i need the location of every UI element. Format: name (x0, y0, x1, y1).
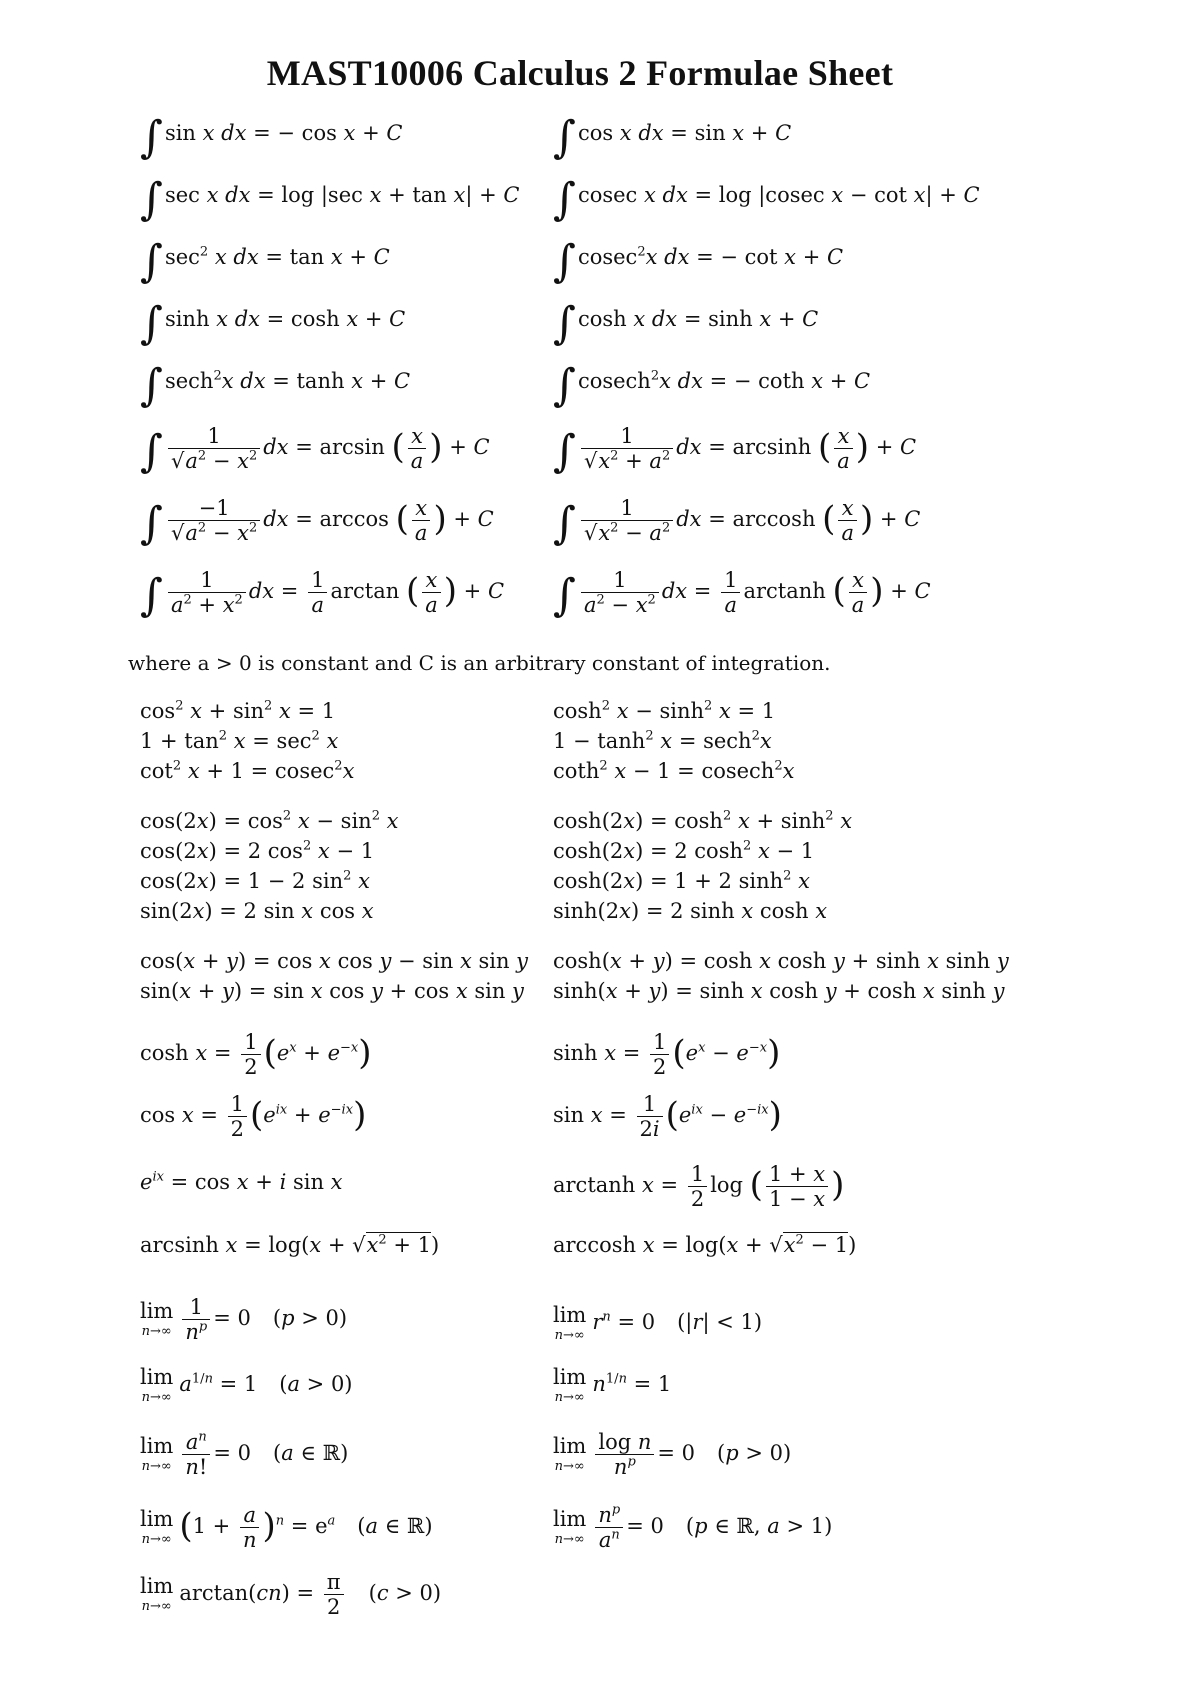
integral-cosech-squared: ∫cosech$^2$x dx = − coth x + C (553, 360, 871, 411)
integral-sec: ∫sec x dx = log |sec x + tan x| + C (140, 174, 520, 225)
integral-arccos: ∫ $\frac{-1}{√a^2 - x^2}$ dx = arccos ( $\frac{x}{a}$ ) + C (140, 496, 494, 550)
identity-cosh2x-b: cosh(2x) = 2 $\cosh^2 x - 1$ (553, 838, 815, 863)
identity-coth-cosech: coth$^2$ x − 1 = cosech$^2$x (553, 758, 795, 783)
integral-cosec: ∫cosec x dx = log |cosec x − cot x| + C (553, 174, 980, 225)
identity-cot-cosec: $\cot^2 x + 1 = cosec^2x$ (140, 758, 355, 783)
formula-arcsinh-log: arcsinh $x = \log(x + √x^2 + 1)$ (140, 1232, 440, 1257)
integral-arctanh: ∫ $\frac{1}{a^2 - x^2}$ dx = $\frac{1}{a}$ arctanh ( $\frac{x}{a}$ ) + C (553, 568, 931, 622)
identity-tanh-sech: $1 - \tanh^2 x = \sec h^2x$ (553, 728, 772, 753)
identity-sinh-sum: sinh(x + y) = sinh x cosh y + cosh x sinh y (553, 979, 1005, 1003)
integral-sin: ∫sin x dx = − cos x + C (140, 112, 403, 163)
formula-arctanh-log: arctanh x = $\frac{1}{2}$ log ( $\frac{1 + x}{1 - x}$ ) (553, 1162, 845, 1212)
limit-one-over-n-power: lim n→∞ $\frac{1}{n^p}$ = 0 (p > 0) (140, 1295, 348, 1345)
formula-sinh-exponential: sinh x = $\frac{1}{2}$ $(e^x - e^{-x})$ (553, 1030, 781, 1080)
integral-arcsin: ∫ $\frac{1}{√a^2 - x^2}$ dx = arcsin ( $\frac{x}{a}$ ) + C (140, 424, 490, 478)
limit-power-over-factorial: lim n→∞ $\frac{a^n}{n!}$ = 0 (a ∈ ℝ) (140, 1429, 349, 1480)
identity-cos2x-c: cos(2x) = 1 − 2 $\sin^2 x$ (140, 868, 370, 893)
integral-arcsinh: ∫ $\frac{1}{√x^2 + a^2}$ dx = arcsinh ( $\frac{x}{a}$ ) + C (553, 424, 917, 478)
formula-euler: $e^{ix} = \cos x + i$ sin x (140, 1169, 343, 1194)
integral-arccosh: ∫ $\frac{1}{√x^2 - a^2}$ dx = arccosh ( $\frac{x}{a}$ ) + C (553, 496, 921, 550)
identity-cosh2x-a: $\cosh(2x) = \cosh^2 x + \sinh^2 x$ (553, 808, 853, 833)
formula-cos-exponential: cos x = $\frac{1}{2}$ $(e^{ix} + e^{-ix})$ (140, 1092, 367, 1142)
identity-sin2x: sin(2x) = 2 sin x cos x (140, 899, 374, 923)
integral-sech-squared: ∫sech$^2$x dx = tanh x + C (140, 360, 411, 411)
formula-arccosh-log: arccosh $x = \log(x + √x^2 - 1)$ (553, 1232, 857, 1257)
integral-cosh: ∫cosh x dx = sinh x + C (553, 298, 819, 349)
identity-pythagoras: $\cos^2 x + \sin^2 x = 1$ (140, 698, 336, 723)
integral-arctan: ∫ $\frac{1}{a^2 + x^2}$ dx = $\frac{1}{a}$ arctan ( $\frac{x}{a}$ ) + C (140, 568, 505, 622)
limit-nth-root-a: lim n→∞ $a^{1/n} = 1$ (a > 0) (140, 1365, 353, 1405)
identity-hyperbolic-pythagoras: $\cosh^2 x - \sinh^2 x = 1$ (553, 698, 776, 723)
integration-note: where a > 0 is constant and C is an arbitrary constant of integration. (128, 651, 831, 675)
integral-sec-squared: $\int\sec^2$ x dx = tan x + C (140, 236, 390, 287)
identity-tan-sec: $1 + \tan^2 x = \sec^2 x$ (140, 728, 339, 753)
limit-arctan: lim n→∞ arctan(cn) = $\frac{\pi}{2}$ (c > 0) (140, 1570, 442, 1620)
page-title: MAST10006 Calculus 2 Formulae Sheet (266, 53, 894, 93)
integral-sinh: ∫sinh x dx = cosh x + C (140, 298, 406, 349)
identity-cos2x-b: cos(2x) = 2 $\cos^2 x - 1$ (140, 838, 375, 863)
limit-power-over-exponential: lim n→∞ $\frac{n^p}{a^n}$ = 0 (p ∈ ℝ, a > 1) (553, 1502, 833, 1553)
limit-compound-interest: lim n→∞ (1 + $\frac{a}{n}$ )$^n = e^a$ (a ∈ ℝ) (140, 1503, 433, 1553)
identity-sin-sum: sin(x + y) = sin x cos y + cos x sin y (140, 979, 524, 1003)
formula-sin-exponential: sin x = $\frac{1}{2i}$ $(e^{ix} - e^{-ix})$ (553, 1092, 782, 1142)
identity-sinh2x: sinh(2x) = 2 sinh x cosh x (553, 899, 828, 923)
integral-cos: ∫cos x dx = sin x + C (553, 112, 792, 163)
limit-log-over-power: lim n→∞ $\frac{\text{log n}}{n^p}$ = 0 (p > 0) (553, 1430, 792, 1480)
integral-cosec-squared: ∫cosec$^2$x dx = − cot x + C (553, 236, 844, 287)
limit-geometric: lim n→∞ $r^n = 0$ (|r| < 1) (553, 1303, 763, 1343)
formula-cosh-exponential: cosh x = $\frac{1}{2}$ $(e^x + e^{-x})$ (140, 1030, 372, 1080)
identity-cosh-sum: cosh(x + y) = cosh x cosh y + sinh x sinh y (553, 949, 1009, 973)
identity-cos-sum: cos(x + y) = cos x cos y − sin x sin y (140, 949, 529, 973)
limit-nth-root-n: lim n→∞ $n^{1/n} = 1$ (553, 1365, 672, 1405)
identity-cosh2x-c: cosh(2x) = 1 + 2 $\sinh^2 x$ (553, 868, 810, 893)
identity-cos2x-a: $\cos(2x) = \cos^2 x - \sin^2 x$ (140, 808, 399, 833)
